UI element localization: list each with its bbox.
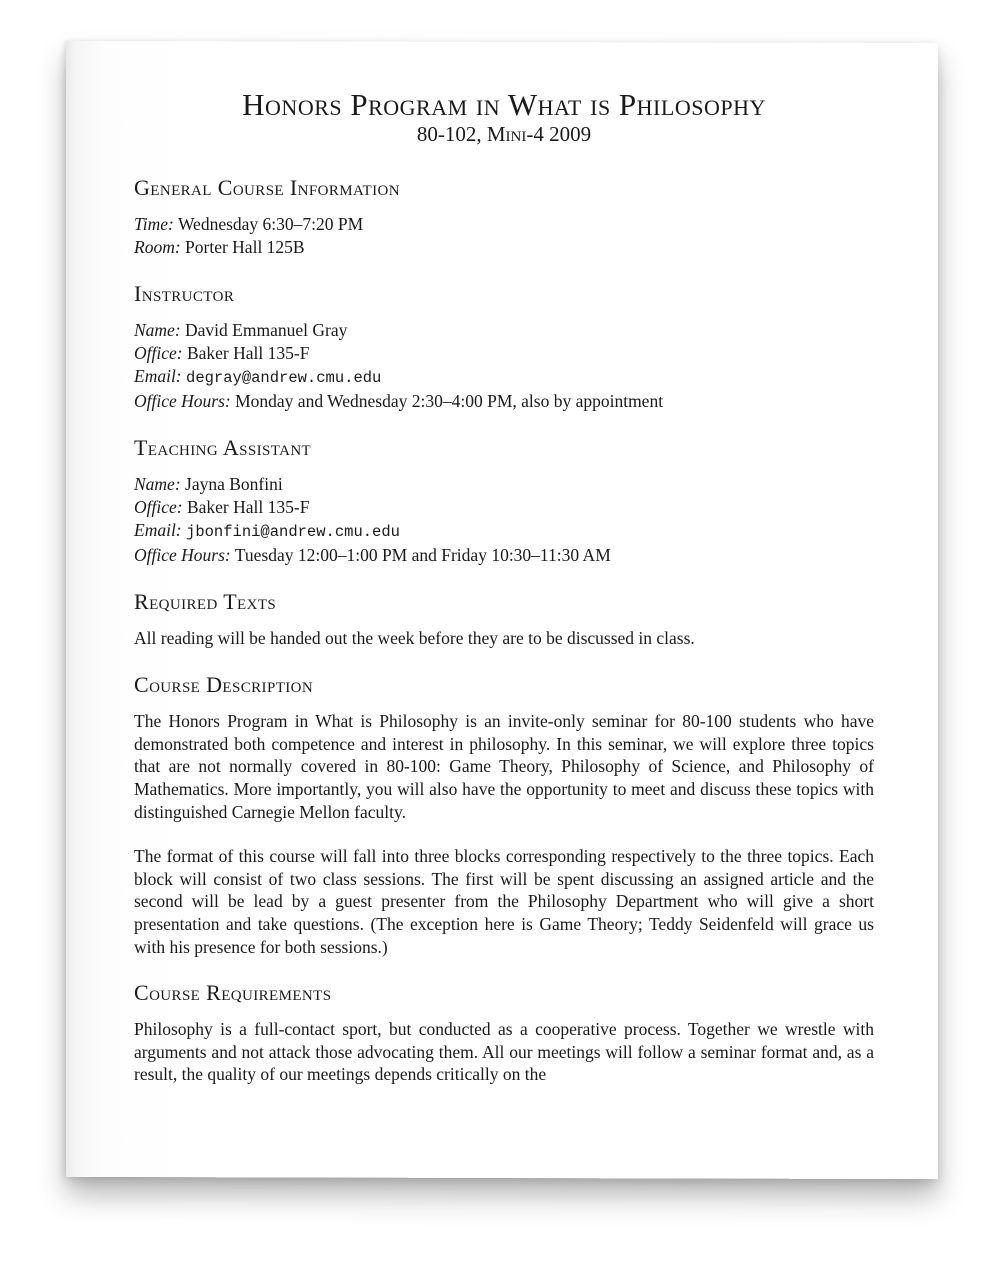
course-description-paragraph-1: The Honors Program in What is Philosophy is an invite-only seminar for 80-100 students who have demonstrated both competence and interest in philosophy. In this seminar, we will explore three topics that are not normally covered in 80-100: Game Theory, Philosophy of Science, and Philosophy of Mathematics. More importantly, you will also have the opportunity to meet and discuss these topics with distinguished Carnegie Mellon faculty. (134, 711, 874, 822)
instructor-office-line (134, 342, 874, 365)
instructor-hours-line (134, 390, 874, 413)
section-course-requirements (134, 980, 874, 1086)
ta-name-line (134, 473, 874, 496)
instructor-name-line (134, 319, 874, 342)
instructor-office-label: Office: (134, 343, 183, 364)
section-general-info (134, 175, 874, 259)
ta-office-line (134, 496, 874, 519)
room-label: Room: (134, 237, 181, 258)
ta-office-value: Baker Hall 135-F (186, 497, 310, 518)
section-heading-required-texts: Required Texts (134, 589, 277, 615)
room-line (134, 236, 874, 259)
section-heading-course-description: Course Description (134, 672, 314, 698)
required-texts-body: All reading will be handed out the week before they are to be discussed in class. (134, 628, 695, 649)
document-title: Honors Program in What is Philosophy (242, 87, 766, 122)
instructor-hours-value: Monday and Wednesday 2:30–4:00 PM, also by appointment (235, 391, 664, 412)
instructor-email-label: Email: (134, 366, 182, 387)
syllabus-content (134, 88, 874, 1108)
instructor-office-value: Baker Hall 135-F (186, 343, 310, 364)
course-requirements-paragraph-1: Philosophy is a full-contact sport, but conducted as a cooperative process. Together we wrestle with arguments and not attack those advocating them. All our meetings will follow a seminar format and, as a result, the quality of our meetings depends critically on the (134, 1019, 874, 1085)
section-heading-general-info: General Course Information (134, 175, 400, 201)
ta-hours-value: Tuesday 12:00–1:00 PM and Friday 10:30–11:30 AM (234, 545, 611, 566)
section-course-description (134, 672, 874, 958)
time-line (134, 213, 874, 236)
ta-email-value: jbonfini@andrew.cmu.edu (186, 523, 400, 542)
section-heading-teaching-assistant: Teaching Assistant (134, 435, 312, 461)
instructor-email-value: degray@andrew.cmu.edu (186, 369, 382, 388)
course-description-paragraph-2: The format of this course will fall into three blocks corresponding respectively to the three topics. Each block will consist of two class sessions. The first will be spent discussing an assigned article and the second will be lead by a guest presenter from the Philosophy Department who will give a short presentation and take questions. (The exception here is Game Theory; Teddy Seidenfeld will grace us with his presence for both sessions.) (134, 846, 874, 957)
ta-email-label: Email: (134, 520, 182, 541)
document-subtitle: 80-102, Mini-4 2009 (416, 122, 592, 147)
ta-office-label: Office: (134, 497, 183, 518)
section-teaching-assistant (134, 435, 874, 567)
ta-name-label: Name: (134, 474, 181, 495)
section-heading-instructor: Instructor (134, 281, 235, 307)
ta-hours-label: Office Hours: (134, 545, 231, 566)
instructor-name-value: David Emmanuel Gray (185, 320, 348, 341)
ta-hours-line (134, 544, 874, 567)
section-required-texts (134, 589, 874, 650)
time-value: Wednesday 6:30–7:20 PM (177, 214, 364, 235)
ta-name-value: Jayna Bonfini (185, 474, 283, 495)
section-instructor (134, 281, 874, 413)
ta-email-line (134, 519, 874, 544)
section-heading-course-requirements: Course Requirements (134, 980, 332, 1006)
instructor-hours-label: Office Hours: (134, 391, 231, 412)
instructor-name-label: Name: (134, 320, 181, 341)
instructor-email-line (134, 365, 874, 390)
time-label: Time: (134, 214, 174, 235)
room-value: Porter Hall 125B (185, 237, 305, 258)
